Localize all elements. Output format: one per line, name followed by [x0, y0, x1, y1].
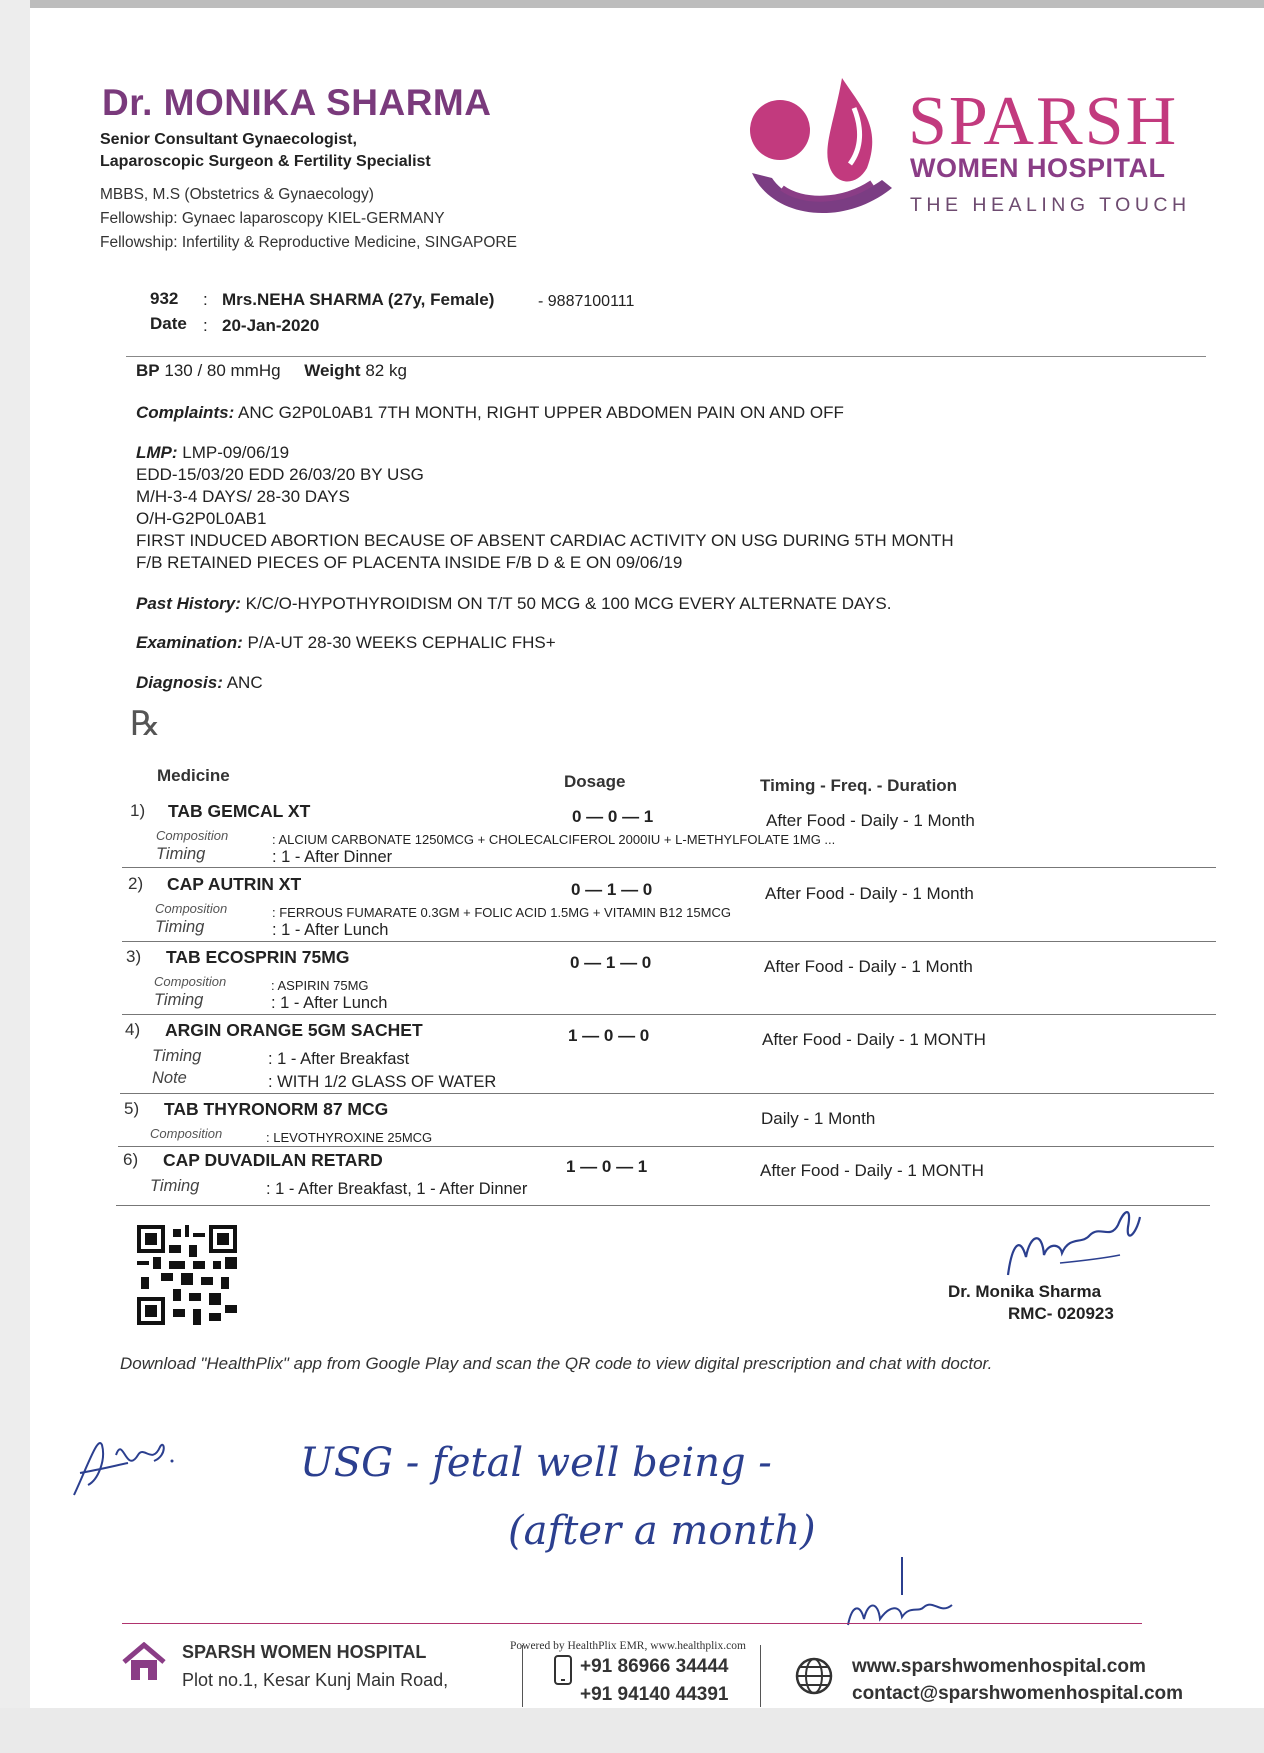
- diagnosis-value: ANC: [226, 673, 263, 692]
- footer-divider: [122, 1623, 1142, 1624]
- examination-label: Examination:: [136, 633, 243, 652]
- medicine-dosage: 1 — 0 — 0: [568, 1026, 650, 1045]
- date-sep: :: [203, 316, 208, 335]
- rx-symbol: ℞: [130, 706, 161, 743]
- hospital-logo-icon: [742, 68, 902, 228]
- composition-label: Composition: [150, 1126, 223, 1141]
- medicine-number: 2): [128, 874, 144, 893]
- signature-registration: RMC- 020923: [1008, 1304, 1114, 1323]
- handwritten-note-line1: USG - fetal well being -: [300, 1440, 772, 1486]
- patient-id: 932: [150, 289, 179, 308]
- healthplix-download-note: Download "HealthPlix" app from Google Play and scan the QR code to view digital prescription and chat with doctor.: [120, 1354, 993, 1373]
- doctor-fellowship-2: Fellowship: Infertility & Reproductive Medicine, SINGAPORE: [100, 234, 517, 251]
- hospital-tagline: THE HEALING TOUCH: [910, 194, 1191, 216]
- globe-icon: [794, 1656, 834, 1696]
- medicine-dosage: 0 — 0 — 1: [572, 807, 654, 826]
- qr-code-icon[interactable]: [137, 1225, 237, 1325]
- weight-label: Weight: [304, 361, 361, 380]
- medicine-name: TAB GEMCAL XT: [168, 801, 311, 821]
- signature-doctor-name: Dr. Monika Sharma: [948, 1282, 1102, 1301]
- composition-label: Composition: [155, 901, 228, 916]
- composition-value: : ASPIRIN 75MG: [271, 978, 369, 993]
- footer-phone-1[interactable]: +91 86966 34444: [580, 1656, 729, 1677]
- examination: [136, 633, 556, 653]
- timing-value: : 1 - After Breakfast: [268, 1050, 410, 1068]
- hospital-brand-subtitle: WOMEN HOSPITAL: [910, 153, 1166, 183]
- doctor-name: Dr. MONIKA SHARMA: [102, 82, 492, 123]
- medicine-col-header: Medicine: [157, 766, 230, 785]
- lmp-label: LMP:: [136, 443, 178, 462]
- handwritten-initials-icon: [68, 1425, 188, 1505]
- timing-value: : 1 - After Breakfast, 1 - After Dinner: [266, 1180, 528, 1198]
- medicine-timing: After Food - Daily - 1 Month: [766, 811, 975, 830]
- medicine-number: 6): [123, 1150, 139, 1169]
- diagnosis-label: Diagnosis: [136, 673, 218, 692]
- composition-value: : FERROUS FUMARATE 0.3GM + FOLIC ACID 1.5MG + VITAMIN B12 15MCG: [272, 905, 731, 920]
- row-divider: [122, 1014, 1216, 1015]
- bp-value: 130 / 80 mmHg: [164, 361, 281, 380]
- patient-phone: - 9887100111: [538, 293, 635, 310]
- lmp-line: F/B RETAINED PIECES OF PLACENTA INSIDE F/B D & E ON 09/06/19: [136, 553, 683, 572]
- diagnosis: Diagnosis: ANC: [136, 673, 263, 692]
- examination-value: P/A-UT 28-30 WEEKS CEPHALIC FHS+: [247, 633, 556, 652]
- doctor-fellowship-1: Fellowship: Gynaec laparoscopy KIEL-GERMANY: [100, 210, 445, 227]
- medicine-number: 4): [125, 1020, 141, 1039]
- date-label: Date: [150, 314, 187, 333]
- medicine-name: CAP DUVADILAN RETARD: [163, 1150, 383, 1170]
- header-divider: [126, 356, 1206, 357]
- row-divider: [122, 867, 1216, 868]
- phone-icon: [553, 1655, 573, 1685]
- composition-value: : ALCIUM CARBONATE 1250MCG + CHOLECALCIFEROL 2000IU + L-METHYLFOLATE 1MG ...: [272, 832, 836, 847]
- footer-website[interactable]: www.sparshwomenhospital.com: [852, 1656, 1146, 1677]
- timing-value: : 1 - After Dinner: [272, 848, 393, 866]
- timing-label: Timing: [152, 1047, 202, 1065]
- handwritten-note-line2: (after a month): [508, 1508, 816, 1554]
- dosage-col-header: Dosage: [564, 772, 626, 791]
- composition-label: Composition: [156, 828, 229, 843]
- doctor-signature-icon: [1000, 1195, 1150, 1280]
- medicine-name: CAP AUTRIN XT: [167, 874, 302, 894]
- medicine-timing: After Food - Daily - 1 MONTH: [762, 1030, 986, 1049]
- lmp: [136, 443, 289, 463]
- lmp-line: O/H-G2P0L0AB1: [136, 509, 267, 528]
- scan-edge-left: [0, 0, 30, 1753]
- complaints: Complaints: ANC G2P0L0AB1 7TH MONTH, RIGHT UPPER ABDOMEN PAIN ON AND OFF: [136, 403, 844, 422]
- timing-label: Timing: [155, 918, 205, 936]
- medicine-number: 1): [130, 801, 146, 820]
- weight-value: 82 kg: [365, 361, 407, 380]
- note-label: Note: [152, 1069, 187, 1087]
- hospital-brand-name: SPARSH: [908, 83, 1179, 160]
- footer-divider-vertical: [760, 1645, 761, 1707]
- composition-label: Composition: [154, 974, 227, 989]
- lmp-line: FIRST INDUCED ABORTION BECAUSE OF ABSENT CARDIAC ACTIVITY ON USG DURING 5TH MONTH: [136, 531, 954, 550]
- medicine-timing: Daily - 1 Month: [761, 1109, 876, 1128]
- footer-hospital-name: SPARSH WOMEN HOSPITAL: [182, 1642, 427, 1662]
- timing-label: Timing: [156, 845, 206, 863]
- past-history-label: Past History:: [136, 594, 241, 613]
- vitals: [136, 361, 407, 381]
- powered-by-note: Powered by HealthPlix EMR, www.healthplix.com: [510, 1640, 746, 1652]
- scan-edge-top: [0, 0, 1264, 8]
- medicine-number: 5): [124, 1099, 140, 1118]
- complaints-value: ANC G2P0L0AB1 7TH MONTH, RIGHT UPPER ABDOMEN PAIN ON AND OFF: [238, 403, 844, 422]
- footer-divider-vertical: [522, 1645, 523, 1707]
- visit-date: 20-Jan-2020: [222, 316, 320, 335]
- medicine-timing: After Food - Daily - 1 Month: [764, 957, 973, 976]
- scan-edge-bottom: [0, 1708, 1264, 1753]
- medicine-name: TAB THYRONORM 87 MCG: [164, 1099, 389, 1119]
- timing-col-header: Timing - Freq. - Duration: [760, 776, 958, 795]
- row-divider: [118, 1146, 1214, 1147]
- footer-phone-2[interactable]: +91 94140 44391: [580, 1684, 729, 1705]
- medicine-dosage: 0 — 1 — 0: [570, 953, 652, 972]
- complaints-label: Complaints: [136, 403, 229, 422]
- lmp-line: M/H-3-4 DAYS/ 28-30 DAYS: [136, 487, 350, 506]
- medicine-name: ARGIN ORANGE 5GM SACHET: [165, 1020, 423, 1040]
- medicine-dosage: 0 — 1 — 0: [571, 880, 653, 899]
- medicine-dosage: 1 — 0 — 1: [566, 1157, 648, 1176]
- home-icon: [122, 1642, 166, 1682]
- doctor-qualification: MBBS, M.S (Obstetrics & Gynaecology): [100, 186, 374, 203]
- lmp-value: LMP-09/06/19: [182, 443, 290, 462]
- lmp-line: EDD-15/03/20 EDD 26/03/20 BY USG: [136, 465, 424, 484]
- row-divider: [120, 1093, 1214, 1094]
- timing-label: Timing: [150, 1177, 200, 1195]
- medicine-timing: After Food - Daily - 1 MONTH: [760, 1161, 984, 1180]
- composition-value: : LEVOTHYROXINE 25MCG: [266, 1130, 433, 1145]
- timing-label: Timing: [154, 991, 204, 1009]
- patient-id-sep: :: [203, 290, 208, 309]
- timing-value: : 1 - After Lunch: [272, 921, 389, 939]
- medicine-name: TAB ECOSPRIN 75MG: [166, 947, 350, 967]
- past-history-value: K/C/O-HYPOTHYROIDISM ON T/T 50 MCG & 100 MCG EVERY ALTERNATE DAYS.: [245, 594, 892, 613]
- doctor-title-line1: Senior Consultant Gynaecologist,: [100, 131, 357, 148]
- past-history: [136, 594, 891, 614]
- row-divider: [122, 941, 1216, 942]
- medicine-number: 3): [126, 947, 142, 966]
- timing-value: : 1 - After Lunch: [271, 994, 388, 1012]
- medicine-timing: After Food - Daily - 1 Month: [765, 884, 974, 903]
- note-value: : WITH 1/2 GLASS OF WATER: [268, 1073, 497, 1091]
- bp-label: BP: [136, 361, 160, 380]
- footer-address: Plot no.1, Kesar Kunj Main Road,: [182, 1670, 449, 1690]
- doctor-title-line2: Laparoscopic Surgeon & Fertility Specialist: [100, 153, 431, 170]
- footer-email[interactable]: contact@sparshwomenhospital.com: [852, 1683, 1184, 1704]
- patient-name: Mrs.NEHA SHARMA (27y, Female): [222, 290, 495, 309]
